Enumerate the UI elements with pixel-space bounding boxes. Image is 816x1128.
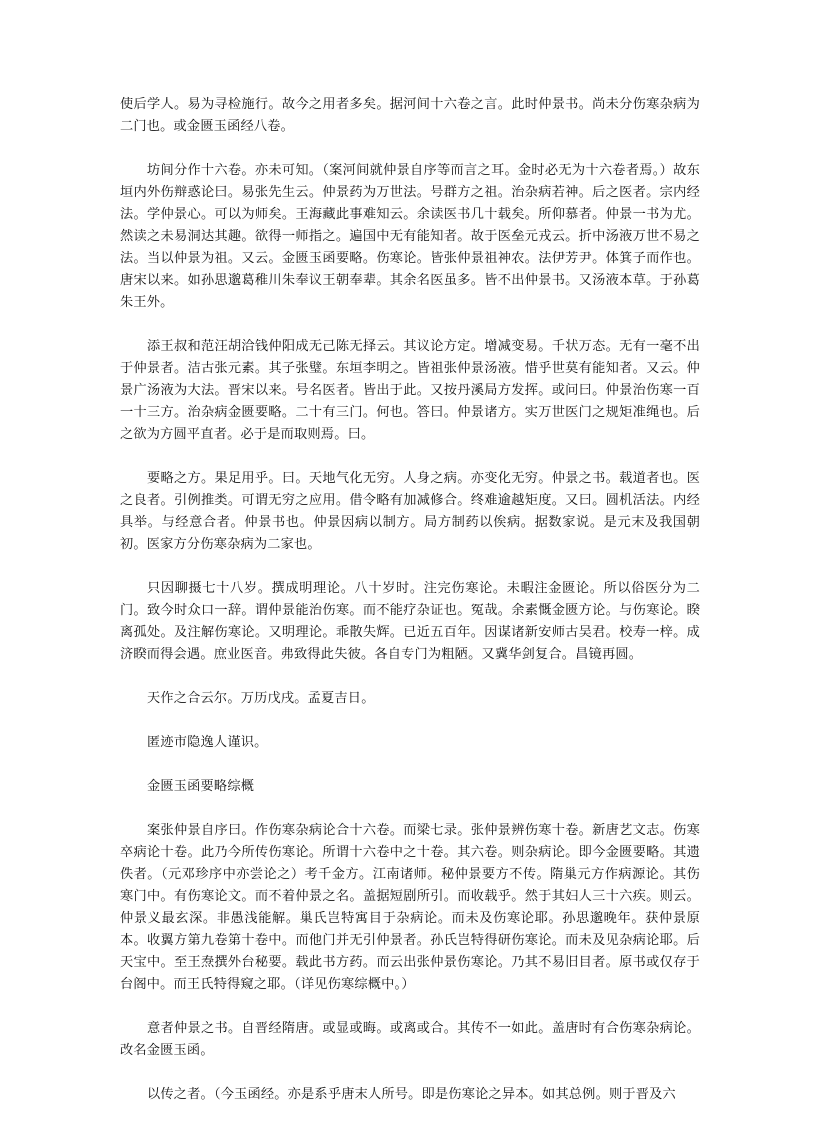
paragraph-5: 只因聊摄七十八岁。撰成明理论。八十岁时。注完伤寒论。未暇注金匮论。所以俗医分为二门。致今时众口一辞。谓仲景能治伤寒。而不能疗杂证也。冤哉。余素慨金匮方论。与伤寒论。睽离孤处。及注解伤寒论。又明理论。乖散失辉。已近五百年。因谋诸新安师古吴君。校寿一梓。成济睽而得会遇。庶业医音。弗致得此失彼。各自专门为粗陋。又冀华剑复合。昌镜再圆。 (120, 581, 700, 662)
paragraph-6-date: 天作之合云尔。万历戊戌。孟夏吉日。 (147, 691, 375, 706)
paragraph-1: 使后学人。易为寻检施行。故今之用者多矣。据河间十六卷之言。此时仲景书。尚未分伤寒杂病为二门也。或金匮玉函经八卷。 (120, 97, 700, 134)
paragraph-3: 添王叔和范汪胡洽钱仲阳成无己陈无择云。其议论方定。增减变易。千状万态。无有一毫不出于仲景者。洁古张元素。其子张璧。东垣李明之。皆祖张仲景汤液。惜乎世莫有能知者。又云。仲景广汤液为大法。晋宋以来。号名医者。皆出于此。又按丹溪局方发挥。或问曰。仲景治伤寒一百一十三方。治杂病金匮要略。二十有三门。何也。答曰。仲景诸方。实万世医门之规矩准绳也。后之欲为方圆平直者。必于是而取则焉。曰。 (120, 339, 700, 442)
section-heading: 金匮玉函要略综概 (147, 779, 255, 794)
paragraph-2: 坊间分作十六卷。亦未可知。（案河间就仲景自序等而言之耳。金时必无为十六卷者焉。）故东垣内外伤辩惑论曰。易张先生云。仲景药为万世法。号群方之祖。治杂病若神。后之医者。宗内经法。学仲景心。可以为师矣。王海藏此事难知云。余读医书几十载矣。所仰慕者。仲景一书为尤。然读之未易洞达其趣。欲得一师指之。遍国中无有能知者。故于医垒元戎云。折中汤液万世不易之法。当以仲景为祖。又云。金匮玉函要略。伤寒论。皆张仲景祖神农。法伊芳尹。体箕子而作也。唐宋以来。如孙思邈葛稚川朱奉议王朝奉辈。其余名医虽多。皆不出仲景书。又汤液本草。于孙葛朱王外。 (120, 163, 700, 310)
paragraph-7-signature: 匿迹市隐逸人谨识。 (147, 735, 268, 750)
paragraph-4: 要略之方。果足用乎。曰。天地气化无穷。人身之病。亦变化无穷。仲景之书。载道者也。医之良者。引例推类。可谓无穷之应用。借令略有加减修合。终难逾越矩度。又曰。圆机活法。内经具举。与经意合者。仲景书也。仲景因病以制方。局方制药以俟病。据数家说。是元末及我国朝初。医家方分伤寒杂病为二家也。 (120, 471, 700, 552)
paragraph-9: 案张仲景自序曰。作伤寒杂病论合十六卷。而梁七录。张仲景辨伤寒十卷。新唐艺文志。伤寒卒病论十卷。此乃今所传伤寒论。所谓十六卷中之十卷。其六卷。则杂病论。即今金匮要略。其遗佚者。（元邓珍序中亦尝论之）考千金方。江南诸师。秘仲景要方不传。隋巢元方作病源论。其伤寒门中。有伤寒论文。而不着仲景之名。盖据短剧所引。而收载乎。然于其妇人三十六疾。则云。仲景义最玄深。非愚浅能解。巢氏岂特寓目于杂病论。而未及伤寒论耶。孙思邈晚年。获仲景原本。收翼方第九卷第十卷中。而他门并无引仲景者。孙氏岂特得研伤寒论。而未及见杂病论耶。后天宝中。至王焘撰外台秘要。载此书方药。而云出张仲景伤寒论。乃其不易旧目者。原书或仅存于台阁中。而王氏特得窥之耶。（详见伤寒综概中。） (120, 823, 700, 992)
document-page (120, 94, 700, 1128)
paragraph-11: 以传之者。（今玉函经。亦是系乎唐末人所号。即是伤寒论之异本。如其总例。则于晋及六 (147, 1087, 676, 1102)
paragraph-10: 意者仲景之书。自晋经隋唐。或显或晦。或离或合。其传不一如此。盖唐时有合伤寒杂病论。改名金匮玉函。 (120, 1021, 700, 1058)
